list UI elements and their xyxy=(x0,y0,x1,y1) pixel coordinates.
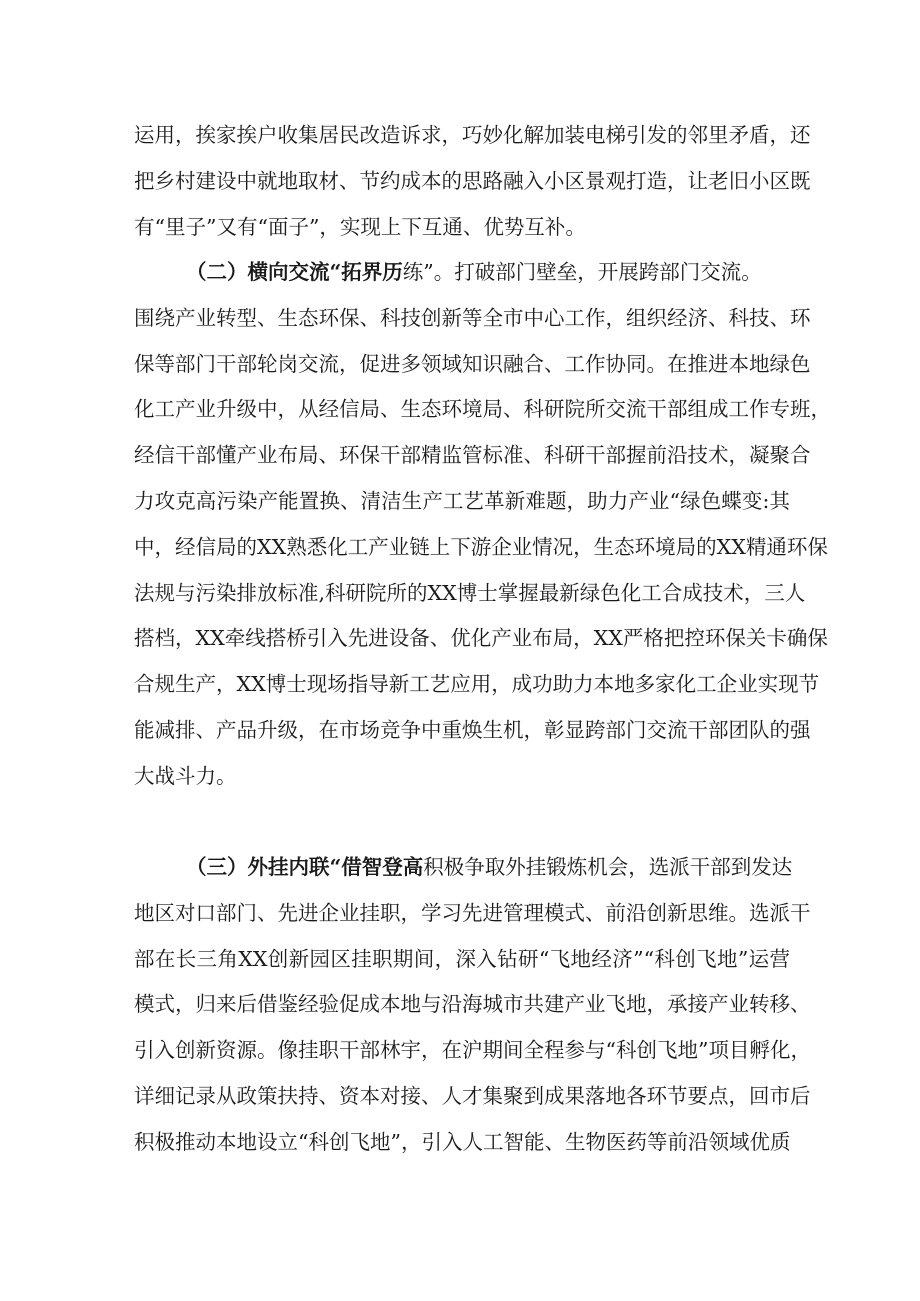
section-heading-line xyxy=(134,250,790,296)
paragraph-line: 中，经信局的XX熟悉化工产业链上下游企业情况，生态环境局的XX精通环保 xyxy=(134,534,828,559)
paragraph-line: 地区对口部门、先进企业挂职，学习先进管理模式、前沿创新思维。选派干 xyxy=(134,900,811,925)
paragraph-line: 化工产业升级中，从经信局、生态环境局、科研院所交流干部组成工作专班， xyxy=(134,397,831,422)
paragraph-line: 力攻克高污染产能置换、清洁生产工艺革新难题，助力产业“绿色蝶变:其 xyxy=(134,488,790,513)
paragraph-line: 部在长三角XX创新园区挂职期间，深入钻研“飞地经济”“科创飞地”运营 xyxy=(134,946,790,971)
paragraph-line: 模式，归来后借鉴经验促成本地与沿海城市共建产业飞地，承接产业转移、 xyxy=(134,992,811,1017)
paragraph-line: 搭档，XX牵线搭桥引入先进设备、优化产业布局，XX严格把控环保关卡确保 xyxy=(134,626,828,651)
paragraph-line: 经信干部懂产业布局、环保干部精监管标准、科研干部握前沿技术，凝聚合 xyxy=(134,443,811,468)
paragraph-line: 大战斗力。 xyxy=(134,763,237,788)
section-heading-bold: （三）外挂内联“借智登高 xyxy=(186,855,424,879)
paragraph-line: 积极推动本地设立“科创飞地”，引入人工智能、生物医药等前沿领域优质 xyxy=(134,1129,791,1154)
paragraph-line: 法规与污染排放标准,科研院所的XX博士掌握最新绿色化工合成技术，三人 xyxy=(134,580,806,605)
section-heading-line xyxy=(134,845,793,891)
paragraph-line: 详细记录从政策扶持、资本对接、人才集聚到成果落地各环节要点，回市后 xyxy=(134,1083,811,1108)
paragraph-line: 合规生产，XX博士现场指导新工艺应用，成功助力本地多家化工企业实现节 xyxy=(134,672,820,697)
section-heading-rest: 积极争取外挂锻炼机会，选派干部到发达 xyxy=(423,855,793,879)
paragraph-3 xyxy=(134,845,811,1166)
paragraph-line: 能减排、产品升级，在市场竞争中重焕生机，彰显跨部门交流干部团队的强 xyxy=(134,717,811,742)
section-heading-rest: 练”。打破部门壁垒，开展跨部门交流。 xyxy=(402,260,762,284)
paragraph-2 xyxy=(134,250,831,800)
paragraph-line: 有“里子”又有“面子”，实现上下互通、优势互补。 xyxy=(134,214,586,239)
paragraph-line: 围绕产业转型、生态环保、科技创新等全市中心工作，组织经济、科技、环 xyxy=(134,305,811,330)
paragraph-1 xyxy=(134,113,811,250)
paragraph-line: 把乡村建设中就地取材、节约成本的思路融入小区景观打造，让老旧小区既 xyxy=(134,168,811,193)
paragraph-line: 保等部门干部轮岗交流，促进多领域知识融合、工作协同。在推进本地绿色 xyxy=(134,351,811,376)
section-heading-bold: （二）横向交流“拓界历 xyxy=(186,260,403,284)
paragraph-line: 引入创新资源。像挂职干部林宇，在沪期间全程参与“科创飞地”项目孵化， xyxy=(134,1038,811,1063)
paragraph-line: 运用，挨家挨户收集居民改造诉求，巧妙化解加装电梯引发的邻里矛盾，还 xyxy=(134,123,811,147)
